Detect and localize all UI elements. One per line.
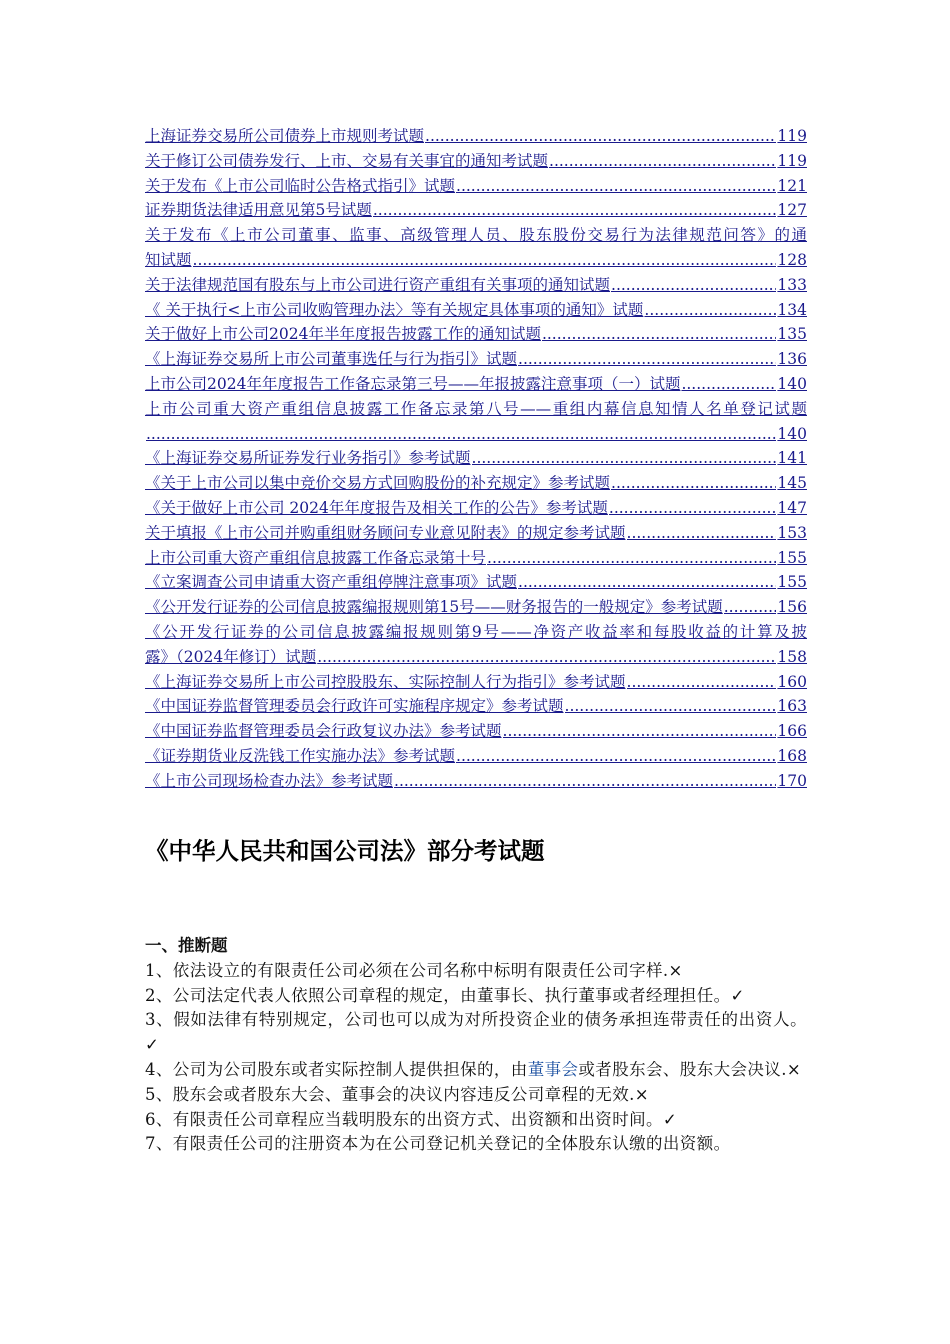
toc-entry-title: 关于修订公司债券发行、上市、交易有关事宜的通知考试题: [145, 151, 549, 170]
table-of-contents: [145, 124, 807, 794]
toc-entry-title: 《立案调查公司申请重大资产重组停牌注意事项》试题: [145, 573, 518, 592]
toc-entry-title: 上海证券交易所公司债券上市规则考试题: [145, 127, 425, 145]
toc-entry[interactable]: [145, 347, 807, 372]
question-list: [145, 934, 807, 1157]
toc-entry[interactable]: [145, 744, 807, 769]
question-item: [145, 1132, 807, 1157]
toc-entry[interactable]: [145, 496, 807, 521]
toc-entry-title: 关于填报《上市公司并购重组财务顾问专业意见附表》的规定参考试题: [145, 523, 626, 542]
toc-entry[interactable]: [145, 521, 807, 546]
section-title: 《中华人民共和国公司法》部分考试题: [145, 837, 545, 865]
toc-entry[interactable]: [145, 149, 807, 174]
toc-entry-page: 158: [777, 647, 807, 666]
toc-entry-page: 155: [777, 548, 807, 567]
toc-entry[interactable]: [145, 719, 807, 744]
toc-entry[interactable]: [145, 223, 807, 273]
question-text: 6、有限责任公司章程应当载明股东的出资方式、出资额和出资时间。: [145, 1109, 663, 1129]
toc-entry[interactable]: [145, 273, 807, 298]
question-item: [145, 1083, 807, 1108]
toc-entry[interactable]: [145, 595, 807, 620]
question-text: 3、假如法律有特别规定，公司也可以成为对所投资企业的债务承担连带责任的出资人。: [145, 1010, 807, 1030]
toc-entry-title-line1: 上市公司重大资产重组信息披露工作备忘录第八号——重组内幕信息知情人名单登记试题: [145, 399, 807, 418]
question-item: [145, 1058, 807, 1083]
question-item: [145, 959, 807, 984]
question-text: 5、股东会或者股东大会、董事会的决议内容违反公司章程的无效.: [145, 1084, 635, 1104]
toc-entry-page: 140: [777, 424, 807, 443]
toc-entry-page: 119: [777, 151, 807, 170]
answer-mark: ×: [786, 1059, 802, 1079]
toc-entry[interactable]: [145, 471, 807, 496]
toc-entry-page: 128: [777, 250, 807, 269]
toc-entry-page: 141: [777, 449, 807, 468]
answer-mark: ×: [634, 1084, 649, 1104]
toc-entry-page: 168: [777, 746, 807, 765]
question-text: 或者股东会、股东大会决议.: [578, 1059, 787, 1079]
toc-entry-page: 166: [777, 722, 807, 741]
toc-entry[interactable]: [145, 670, 807, 695]
toc-entry[interactable]: [145, 198, 807, 223]
toc-entry-title: 《证券期货业反洗钱工作实施办法》参考试题: [145, 746, 456, 765]
toc-entry[interactable]: [145, 397, 807, 447]
toc-entry-page: 156: [777, 598, 807, 617]
question-text: 1、依法设立的有限责任公司必须在公司名称中标明有限责任公司字样.: [145, 960, 669, 980]
toc-entry-page: 121: [777, 176, 807, 195]
toc-entry[interactable]: [145, 570, 807, 595]
toc-entry-page: 170: [777, 771, 807, 790]
question-item: [145, 1008, 807, 1058]
toc-entry-page: 163: [777, 697, 807, 716]
toc-entry-page: 134: [777, 300, 807, 319]
toc-entry-page: 135: [777, 325, 807, 344]
question-text: 4、公司为公司股东或者实际控制人提供担保的，由: [145, 1059, 528, 1079]
toc-entry-page: 155: [777, 573, 807, 592]
toc-entry-page: 140: [777, 374, 807, 393]
toc-entry-title: 《上海证券交易所上市公司控股股东、实际控制人行为指引》参考试题: [145, 672, 626, 691]
toc-entry-page: 136: [777, 350, 807, 369]
question-text: 2、公司法定代表人依照公司章程的规定，由董事长、执行董事或者经理担任。: [145, 985, 731, 1005]
toc-entry[interactable]: [145, 322, 807, 347]
toc-entry[interactable]: [145, 546, 807, 571]
toc-entry-title: 关于发布《上市公司临时公告格式指引》试题: [145, 176, 456, 195]
toc-entry[interactable]: [145, 694, 807, 719]
toc-entry-page: 160: [777, 672, 807, 691]
toc-entry-title: 《关于上市公司以集中竞价交易方式回购股份的补充规定》参考试题: [145, 474, 611, 493]
answer-mark: ✓: [730, 985, 745, 1005]
toc-entry-title: 上市公司2024年年度报告工作备忘录第三号——年报披露注意事项（一）试题: [145, 374, 681, 393]
toc-entry-page: 153: [777, 523, 807, 542]
toc-entry-title: 《中国证券监督管理委员会行政许可实施程序规定》参考试题: [145, 697, 564, 716]
subheading: 一、推断题: [145, 936, 228, 955]
highlighted-term: 董事会: [527, 1059, 579, 1079]
toc-entry-title-line2: 知试题: [145, 250, 192, 269]
toc-entry[interactable]: [145, 174, 807, 199]
toc-entry[interactable]: [145, 620, 807, 670]
toc-entry[interactable]: [145, 124, 807, 149]
toc-entry-title: 《 关于执行<上市公司收购管理办法〉等有关规定具体事项的通知》试题: [145, 300, 644, 319]
toc-entry[interactable]: [145, 769, 807, 794]
toc-entry-title: 《中国证券监督管理委员会行政复议办法》参考试题: [145, 722, 502, 741]
toc-entry[interactable]: [145, 298, 807, 323]
toc-entry-title: 关于做好上市公司2024年半年度报告披露工作的通知试题: [145, 325, 541, 344]
toc-entry-page: 133: [777, 275, 807, 294]
toc-entry-page: 147: [777, 498, 807, 517]
toc-entry-title: 《关于做好上市公司 2024年年度报告及相关工作的公告》参考试题: [145, 498, 608, 517]
toc-entry-title: 《上海证券交易所上市公司董事选任与行为指引》试题: [145, 350, 518, 369]
answer-mark: ✓: [662, 1109, 678, 1129]
toc-entry[interactable]: [145, 446, 807, 471]
toc-entry-page: 127: [777, 201, 807, 220]
toc-entry-title: 《上海证券交易所证券发行业务指引》参考试题: [145, 449, 471, 468]
toc-entry-page: 145: [777, 474, 807, 493]
question-item: [145, 1108, 807, 1133]
toc-entry-title: 证券期货法律适用意见第5号试题: [145, 201, 372, 220]
answer-mark: ×: [668, 960, 683, 980]
toc-entry-title: 《上市公司现场检查办法》参考试题: [145, 771, 394, 790]
toc-entry-title: 上市公司重大资产重组信息披露工作备忘录第十号: [145, 548, 487, 567]
answer-mark: ✓: [145, 1035, 160, 1055]
toc-entry-title-line1: 关于发布《上市公司董事、监事、高级管理人员、股东股份交易行为法律规范问答》的通: [145, 226, 807, 245]
toc-entry[interactable]: [145, 372, 807, 397]
toc-entry-title: 《公开发行证券的公司信息披露编报规则第15号——财务报告的一般规定》参考试题: [145, 598, 723, 617]
toc-entry-title-line2: 露》（2024年修订）试题: [145, 647, 317, 666]
toc-entry-page: 119: [777, 127, 807, 145]
toc-entry-title-line1: 《公开发行证券的公司信息披露编报规则第9号——净资产收益率和每股收益的计算及披: [145, 622, 807, 641]
question-text: 7、有限责任公司的注册资本为在公司登记机关登记的全体股东认缴的出资额。: [145, 1134, 731, 1154]
toc-entry-title: 关于法律规范国有股东与上市公司进行资产重组有关事项的通知试题: [145, 275, 611, 294]
question-item: [145, 984, 807, 1009]
